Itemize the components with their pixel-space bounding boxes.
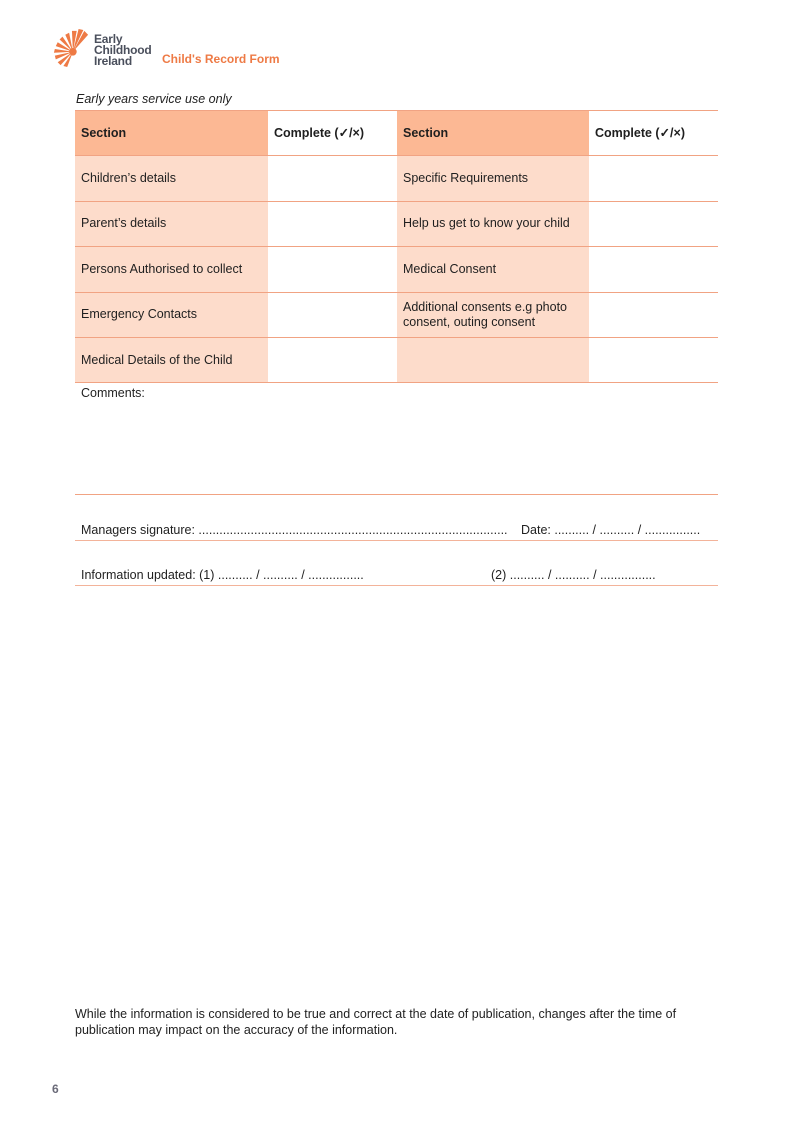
section-cell <box>397 337 589 382</box>
section-cell: Persons Authorised to collect <box>75 247 268 292</box>
updated-first: Information updated: (1) .......... / .......... / ................ <box>81 568 364 582</box>
complete-cell[interactable] <box>589 156 718 201</box>
logo-line: Early <box>94 32 123 46</box>
checklist-table <box>75 110 718 383</box>
section-cell: Specific Requirements <box>397 156 589 201</box>
signature-label: Managers signature: ......................................................................................... <box>81 523 508 537</box>
complete-cell[interactable] <box>589 201 718 246</box>
section-cell: Medical Consent <box>397 247 589 292</box>
table-row <box>75 292 718 337</box>
info-updated-line[interactable] <box>75 566 718 586</box>
complete-cell[interactable] <box>589 337 718 382</box>
header <box>52 27 152 67</box>
complete-cell[interactable] <box>589 247 718 292</box>
section-cell: Children’s details <box>75 156 268 201</box>
header-complete: Complete (✓/×) <box>589 111 718 156</box>
logo-line: Childhood <box>94 43 152 57</box>
service-note: Early years service use only <box>76 92 232 106</box>
complete-cell[interactable] <box>268 337 397 382</box>
section-cell: Emergency Contacts <box>75 292 268 337</box>
updated-second: (2) .......... / .......... / ................ <box>491 568 656 582</box>
table-row <box>75 201 718 246</box>
table-row <box>75 337 718 382</box>
complete-cell[interactable] <box>268 156 397 201</box>
section-cell: Medical Details of the Child <box>75 337 268 382</box>
complete-cell[interactable] <box>268 292 397 337</box>
page-number: 6 <box>52 1082 59 1096</box>
complete-cell[interactable] <box>268 247 397 292</box>
logo-wordmark <box>94 34 152 67</box>
logo-line: Ireland <box>94 54 132 68</box>
table-row <box>75 156 718 201</box>
comments-label: Comments: <box>81 386 145 400</box>
section-cell: Additional consents e.g photo consent, outing consent <box>397 292 589 337</box>
disclaimer: While the information is considered to be true and correct at the date of publication, changes after the time of publication may impact on the accuracy of the information. <box>75 1007 677 1037</box>
form-title: Child's Record Form <box>162 52 280 66</box>
table-row <box>75 247 718 292</box>
sunburst-logo-icon <box>52 29 90 67</box>
complete-cell[interactable] <box>589 292 718 337</box>
comments-field[interactable] <box>75 383 718 495</box>
section-cell: Parent’s details <box>75 201 268 246</box>
table-header-row <box>75 111 718 156</box>
complete-cell[interactable] <box>268 201 397 246</box>
signature-line[interactable] <box>75 521 718 541</box>
header-section: Section <box>75 111 268 156</box>
header-section: Section <box>397 111 589 156</box>
section-cell: Help us get to know your child <box>397 201 589 246</box>
date-label: Date: .......... / .......... / ................ <box>521 523 701 537</box>
header-complete: Complete (✓/×) <box>268 111 397 156</box>
